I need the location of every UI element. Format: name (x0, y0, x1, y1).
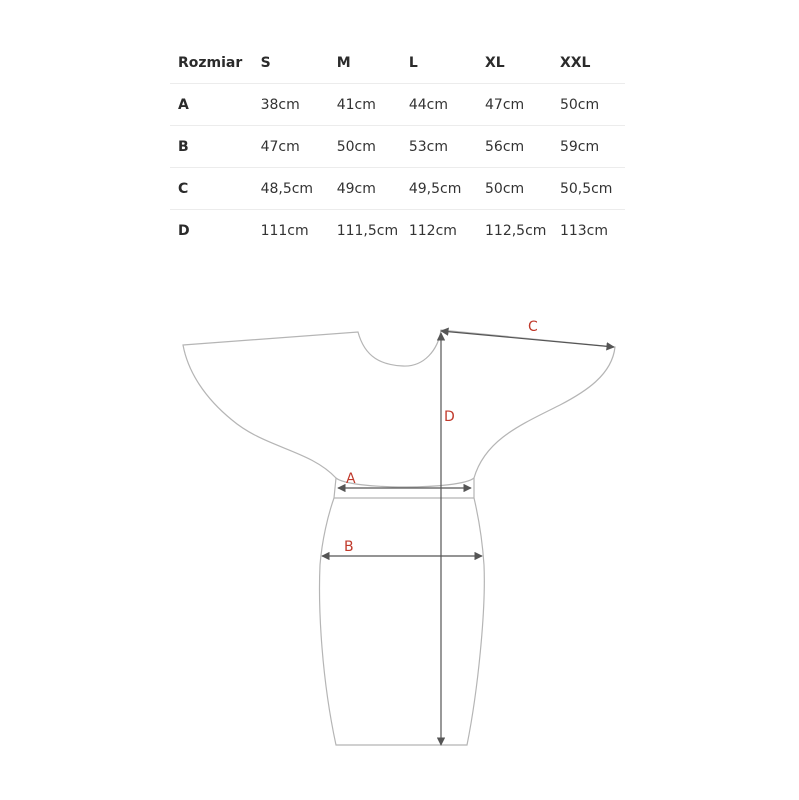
header-size-xl: XL (485, 42, 560, 84)
header-size-m: M (337, 42, 409, 84)
measure-a-label: A (346, 471, 356, 487)
table-cell: 113cm (559, 222, 608, 239)
table-cell: 49,5cm (409, 168, 485, 210)
table-cell: 112cm (408, 222, 457, 239)
table-cell: 49cm (337, 168, 409, 210)
measure-b-label: B (344, 539, 354, 555)
table-cell: 44cm (409, 84, 485, 126)
header-size-l: L (409, 42, 485, 84)
row-label: A (170, 84, 261, 126)
garment-top-outline (183, 330, 615, 487)
table-cell: 53cm (409, 126, 485, 168)
table-cell: 50cm (337, 126, 409, 168)
table-cell: 41cm (337, 84, 409, 126)
measure-c-label: C (528, 319, 538, 335)
row-label: B (170, 126, 261, 168)
table-cell: 56cm (485, 126, 560, 168)
measure-d-label: D (444, 409, 455, 425)
table-cell: 50cm (560, 84, 625, 126)
table-cell: 47cm (261, 126, 337, 168)
garment-skirt-outline (320, 498, 485, 745)
header-size-xxl: XXL (560, 42, 625, 84)
table-cell: 111,5cm (336, 222, 399, 239)
table-cell: 59cm (560, 126, 625, 168)
table-cell: 112,5cm (485, 222, 547, 239)
row-label: D (178, 222, 190, 239)
table-cell: 111cm (260, 222, 309, 239)
table-cell: 50,5cm (560, 168, 625, 210)
table-cell: 38cm (261, 84, 337, 126)
row-label: C (170, 168, 261, 210)
table-cell: 50cm (485, 168, 560, 210)
header-size-s: S (261, 42, 337, 84)
table-cell: 47cm (485, 84, 560, 126)
header-size-label: Rozmiar (170, 42, 261, 84)
table-cell: 48,5cm (261, 168, 337, 210)
